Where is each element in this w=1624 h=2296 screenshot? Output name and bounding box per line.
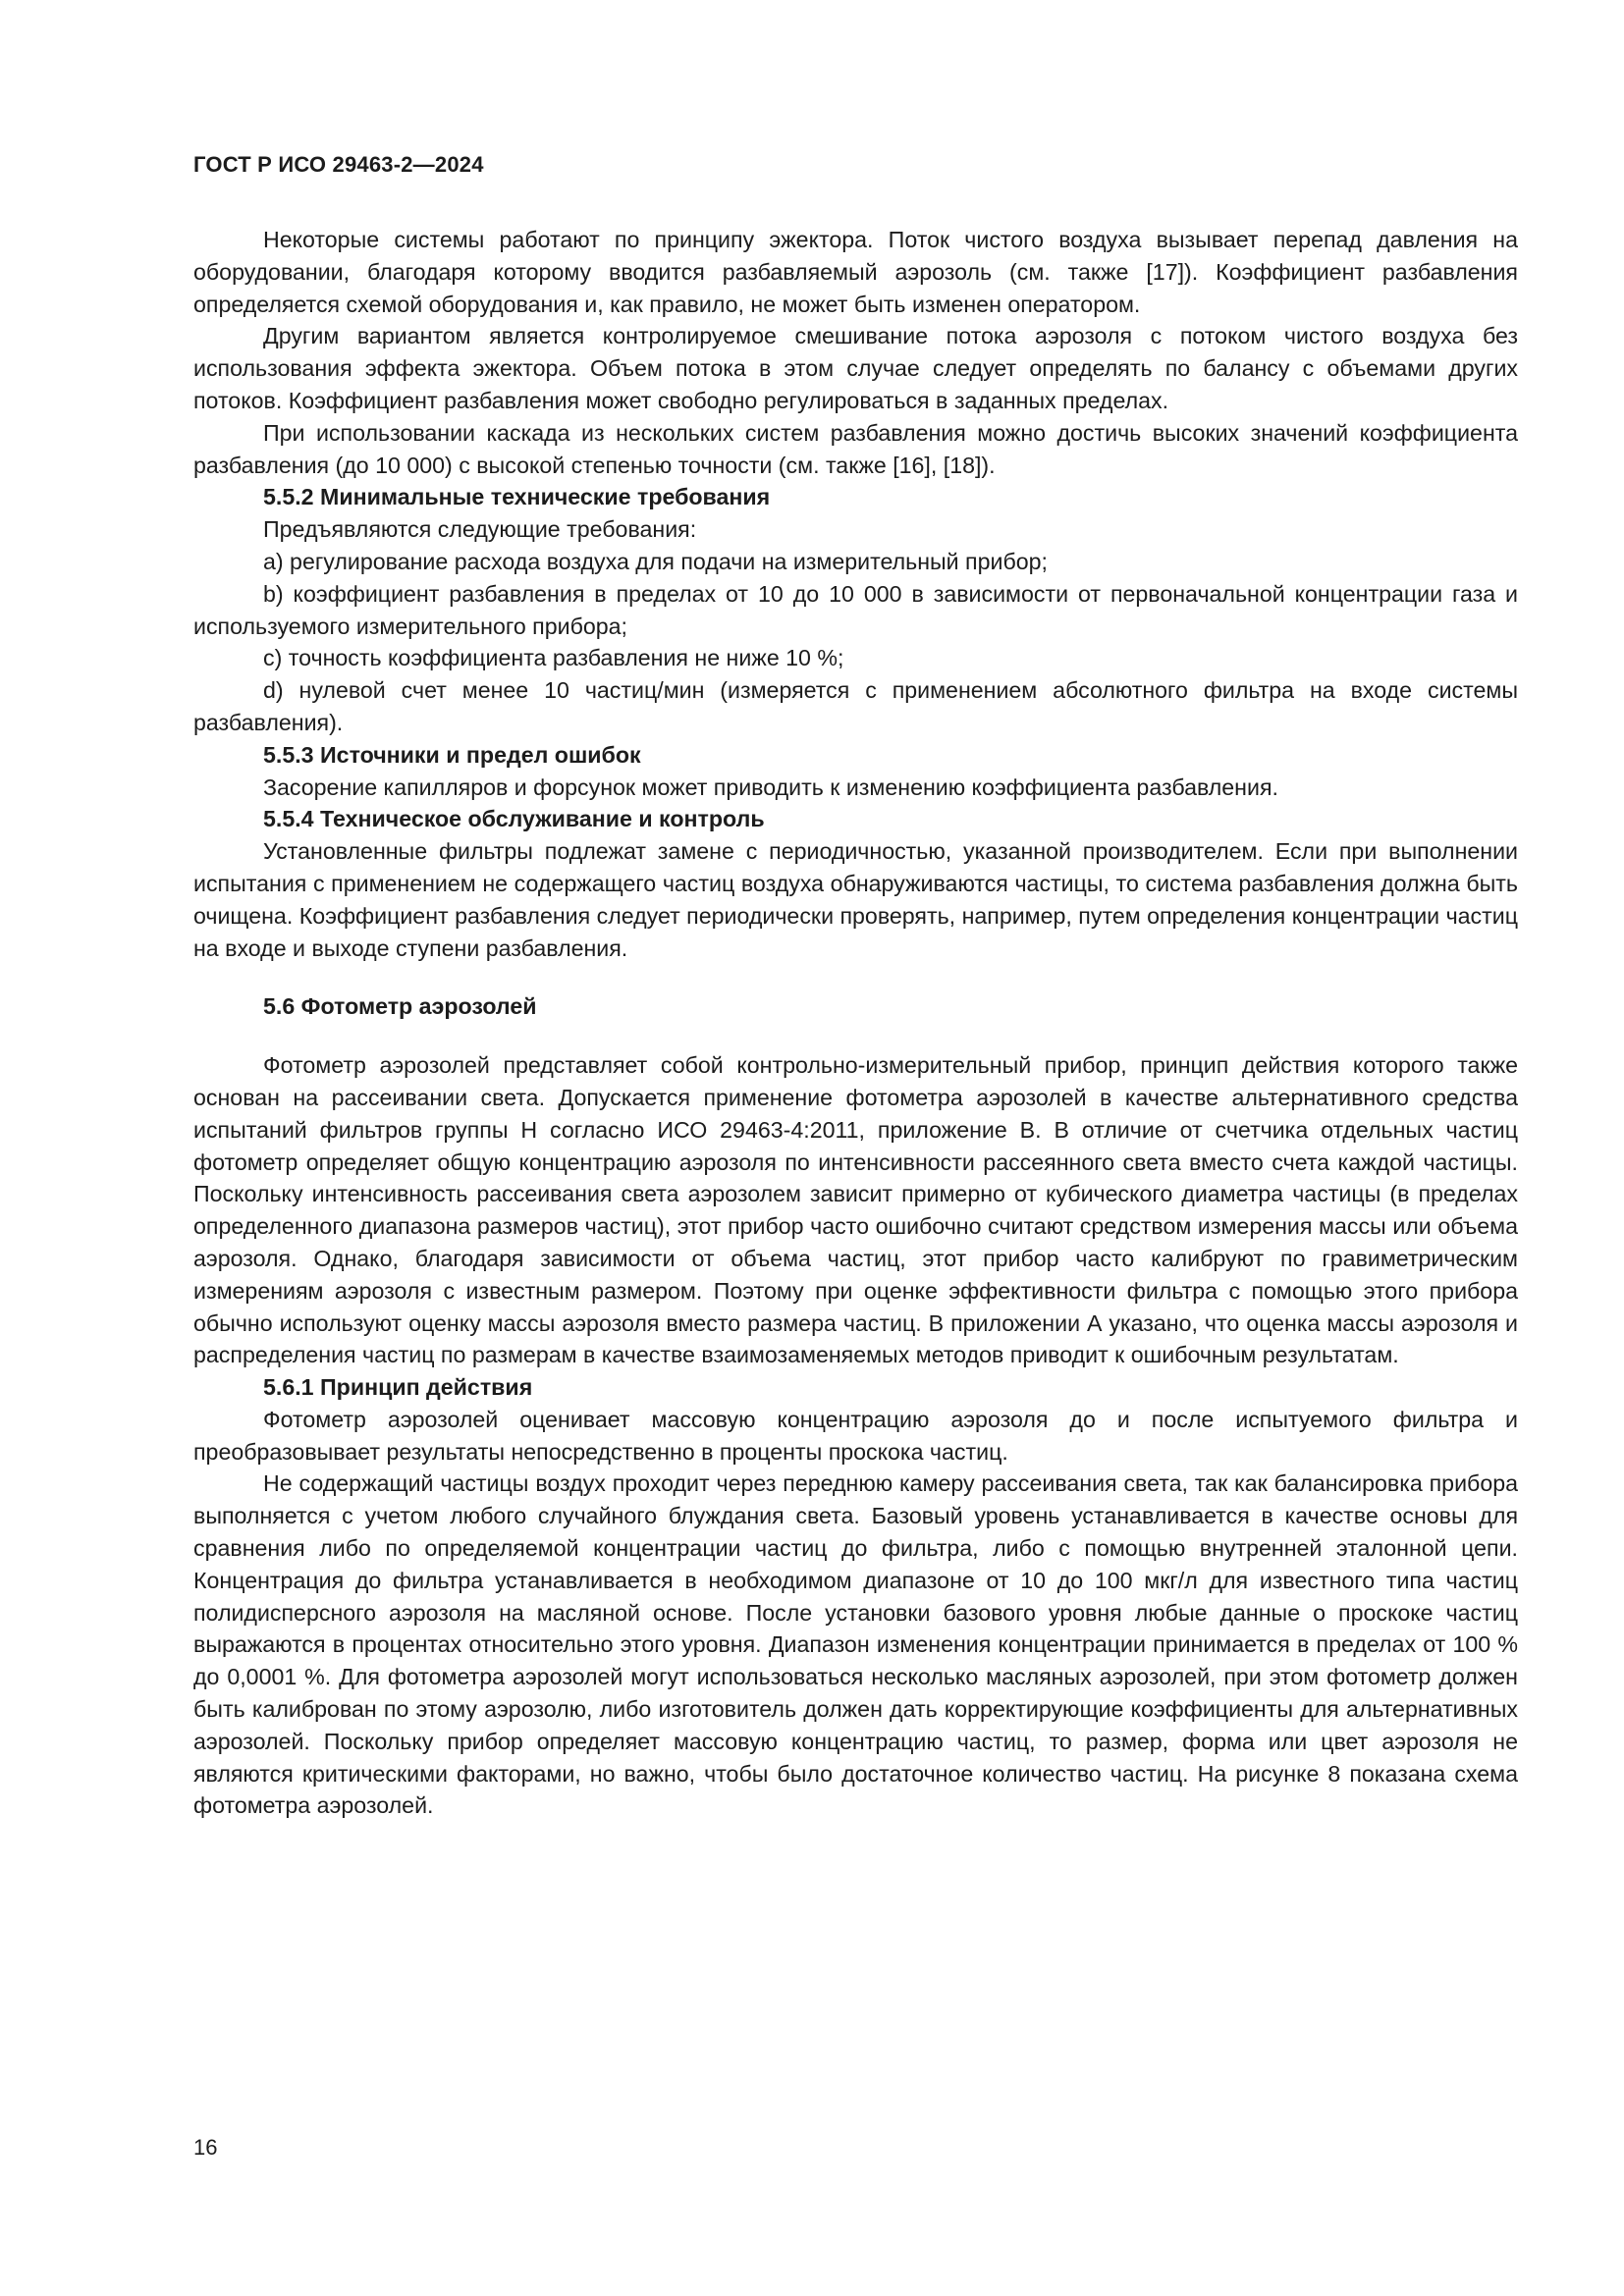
page-number: 16 — [193, 2135, 218, 2160]
section-heading-5-6: 5.6 Фотометр аэрозолей — [263, 993, 537, 1020]
paragraph: Фотометр аэрозолей оценивает массовую концентрацию аэрозоля до и после испытуемого фильтра и преобразовывает результаты непосредственно в проценты проскока частиц. — [193, 1406, 1518, 1465]
paragraph: Установленные фильтры подлежат замене с периодичностью, указанной производителем. Если при выполнении испытания с применением не содержащего частиц воздуха обнаруживаются частицы, то система разбавления должна быть очищена. Коэффициент разбавления следует периодически проверять, например, путем определения концентрации частиц на входе и выходе ступени разбавления. — [193, 838, 1518, 961]
paragraph: Предъявляются следующие требования: — [263, 516, 697, 543]
subsection-heading-5-5-4: 5.5.4 Техническое обслуживание и контроль — [263, 806, 765, 832]
paragraph: Фотометр аэрозолей представляет собой контрольно-измерительный прибор, принцип действия которого также основан на рассеивании света. Допускается применение фотометра аэрозолей в качестве альтернативного средства испытаний фильтров группы Н согласно ИСО 29463-4:2011, приложение В. В отличие от счетчика отдельных частиц фотометр определяет общую концентрацию аэрозоля по интенсивности рассеянного света вместо счета каждой частицы. Поскольку интенсивность рассеивания света аэрозолем зависит примерно от кубического диаметра частицы (в пределах определенного диапазона размеров частиц), этот прибор часто ошибочно считают средством измерения массы или объема аэрозоля. Однако, благодаря зависимости от объема частиц, этот прибор часто калибруют по гравиметрическим измерениям аэрозоля с известным размером. Поэтому при оценке эффективности фильтра с помощью этого прибора обычно используют оценку массы аэрозоля вместо размера частиц. В приложении А указано, что оценка массы аэрозоля и распределения частиц по размерам в качестве взаимозаменяемых методов приводит к ошибочным результатам. — [193, 1052, 1518, 1368]
paragraph: Не содержащий частицы воздух проходит через переднюю камеру рассеивания света, так как балансировка прибора выполняется с учетом любого случайного блуждания света. Базовый уровень устанавливается в качестве основы для сравнения либо по определяемой концентрации частиц до фильтра, либо с помощью внутренней эталонной цепи. Концентрация до фильтра устанавливается в необходимом диапазоне от 10 до 100 мкг/л для известного типа частиц полидисперсного аэрозоля на масляной основе. После установки базового уровня любые данные о проскоке частиц выражаются в процентах относительно этого уровня. Диапазон изменения концентрации принимается в пределах от 100 % до 0,0001 %. Для фотометра аэрозолей могут использоваться несколько масляных аэрозолей, при этом фотометр должен быть калиброван по этому аэрозолю, либо изготовитель должен дать корректирующие коэффициенты для альтернативных аэрозолей. Поскольку прибор определяет массовую концентрацию частиц, то размер, форма или цвет аэрозоля не являются критическими факторами, но важно, чтобы было достаточное количество частиц. На рисунке 8 показана схема фотометра аэрозолей. — [193, 1470, 1518, 1819]
subsection-heading-5-5-3: 5.5.3 Источники и предел ошибок — [263, 741, 641, 768]
document-body — [193, 224, 1518, 1822]
paragraph: Засорение капилляров и форсунок может приводить к изменению коэффициента разбавления. — [263, 774, 1278, 800]
subsection-heading-5-5-2: 5.5.2 Минимальные технические требования — [263, 484, 771, 510]
list-item-a: а) регулирование расхода воздуха для подачи на измерительный прибор; — [263, 548, 1048, 574]
subsection-heading-5-6-1: 5.6.1 Принцип действия — [263, 1374, 533, 1401]
paragraph: При использовании каскада из нескольких систем разбавления можно достичь высоких значений коэффициента разбавления (до 10 000) с высокой степенью точности (см. также [16], [18]). — [193, 419, 1518, 478]
list-item-d: d) нулевой счет менее 10 частиц/мин (измеряется с применением абсолютного фильтра на входе системы разбавления). — [193, 677, 1518, 735]
list-item-c: с) точность коэффициента разбавления не ниже 10 %; — [263, 645, 844, 671]
paragraph: Некоторые системы работают по принципу эжектора. Поток чистого воздуха вызывает перепад давления на оборудовании, благодаря которому вводится разбавляемый аэрозоль (см. также [17]). Коэффициент разбавления определяется схемой оборудования и, как правило, не может быть изменен оператором. — [193, 227, 1518, 317]
list-item-b: b) коэффициент разбавления в пределах от 10 до 10 000 в зависимости от первоначальной концентрации газа и используемого измерительного прибора; — [193, 580, 1518, 639]
paragraph: Другим вариантом является контролируемое смешивание потока аэрозоля с потоком чистого воздуха без использования эффекта эжектора. Объем потока в этом случае следует определять по балансу с объемами других потоков. Коэффициент разбавления может свободно регулироваться в заданных пределах. — [193, 323, 1518, 413]
page-header-standard-id: ГОСТ Р ИСО 29463-2—2024 — [193, 152, 484, 177]
